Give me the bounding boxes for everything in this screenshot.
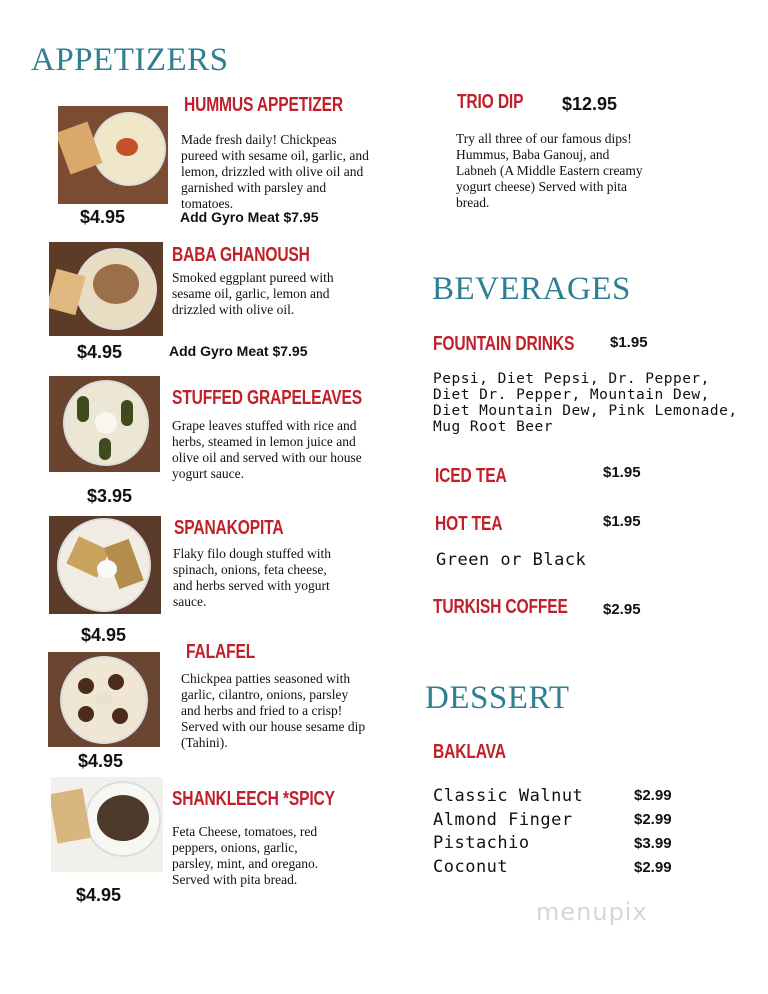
grapeleaves-title: STUFFED GRAPELEAVES <box>172 387 363 409</box>
spanakopita-desc: Flaky filo dough stuffed with spinach, onions, feta cheese, and herbs served with yogurt sauce. <box>173 546 331 609</box>
trio-dip-title: TRIO DIP <box>457 91 524 113</box>
menupix-watermark: menupix <box>536 898 648 926</box>
turkish-coffee-title: TURKISH COFFEE <box>433 596 568 618</box>
falafel-title: FALAFEL <box>186 641 256 663</box>
hummus-desc: Made fresh daily! Chickpeas pureed with sesame oil, garlic, and lemon, drizzled with olive oil and garnished with parsley and tomatoes. <box>181 132 369 211</box>
iced-tea-price: $1.95 <box>603 464 641 481</box>
hot-tea-title: HOT TEA <box>435 513 503 535</box>
dessert-heading: DESSERT <box>425 680 570 716</box>
hot-tea-price: $1.95 <box>603 513 641 530</box>
appetizers-heading: APPETIZERS <box>31 42 229 78</box>
baba-ghanoush-price: $4.95 <box>77 342 123 362</box>
baba-ghanoush-title: BABA GHANOUSH <box>172 244 310 266</box>
spanakopita-price: $4.95 <box>81 625 127 645</box>
baba-ghanoush-addon: Add Gyro Meat $7.95 <box>169 343 308 359</box>
baklava-title: BAKLAVA <box>433 741 506 763</box>
falafel-price: $4.95 <box>78 751 124 771</box>
trio-dip-desc: Try all three of our famous dips! Hummus, Baba Ganouj, and Labneh (A Middle Eastern creamy yogurt cheese) Served with pita bread. <box>456 131 643 210</box>
grapeleaves-desc: Grape leaves stuffed with rice and herbs, steamed in lemon juice and olive oil and served with our house yogurt sauce. <box>172 418 362 481</box>
dessert-price: $2.99 <box>634 811 672 828</box>
falafel-photo <box>48 652 160 747</box>
iced-tea-title: ICED TEA <box>435 465 507 487</box>
hummus-title: HUMMUS APPETIZER <box>184 94 343 116</box>
baba-ghanoush-photo <box>49 242 163 336</box>
shankleech-price: $4.95 <box>76 885 122 905</box>
dessert-item: Classic Walnut <box>433 786 584 806</box>
fountain-drinks-desc: Pepsi, Diet Pepsi, Dr. Pepper, Diet Dr. Pepper, Mountain Dew, Diet Mountain Dew, Pink Lemonade, Mug Root Beer <box>433 371 738 435</box>
beverages-heading: BEVERAGES <box>432 271 631 307</box>
dessert-price: $2.99 <box>634 787 672 804</box>
shankleech-photo <box>51 777 163 872</box>
trio-dip-price: $12.95 <box>562 94 618 114</box>
grapeleaves-price: $3.95 <box>87 486 133 506</box>
hummus-photo <box>58 106 168 204</box>
grapeleaves-photo <box>49 376 160 472</box>
hummus-price: $4.95 <box>80 207 126 227</box>
spanakopita-photo <box>49 516 161 614</box>
dessert-price: $2.99 <box>634 859 672 876</box>
hot-tea-desc: Green or Black <box>436 550 587 570</box>
dessert-item: Almond Finger <box>433 810 573 830</box>
shankleech-title: SHANKLEECH *SPICY <box>172 788 335 810</box>
hummus-addon: Add Gyro Meat $7.95 <box>180 209 319 225</box>
turkish-coffee-price: $2.95 <box>603 601 641 618</box>
shankleech-desc: Feta Cheese, tomatoes, red peppers, onions, garlic, parsley, mint, and oregano. Served with pita bread. <box>172 824 319 887</box>
dessert-price: $3.99 <box>634 835 672 852</box>
dessert-item: Pistachio <box>433 833 530 853</box>
baba-ghanoush-desc: Smoked eggplant pureed with sesame oil, garlic, lemon and drizzled with olive oil. <box>172 270 334 317</box>
fountain-drinks-price: $1.95 <box>610 334 648 351</box>
spanakopita-title: SPANAKOPITA <box>174 517 284 539</box>
dessert-item: Coconut <box>433 857 509 877</box>
falafel-desc: Chickpea patties seasoned with garlic, cilantro, onions, parsley and herbs and fried to a crisp! Served with our house sesame dip (Tahini). <box>181 671 366 750</box>
fountain-drinks-title: FOUNTAIN DRINKS <box>433 333 575 355</box>
